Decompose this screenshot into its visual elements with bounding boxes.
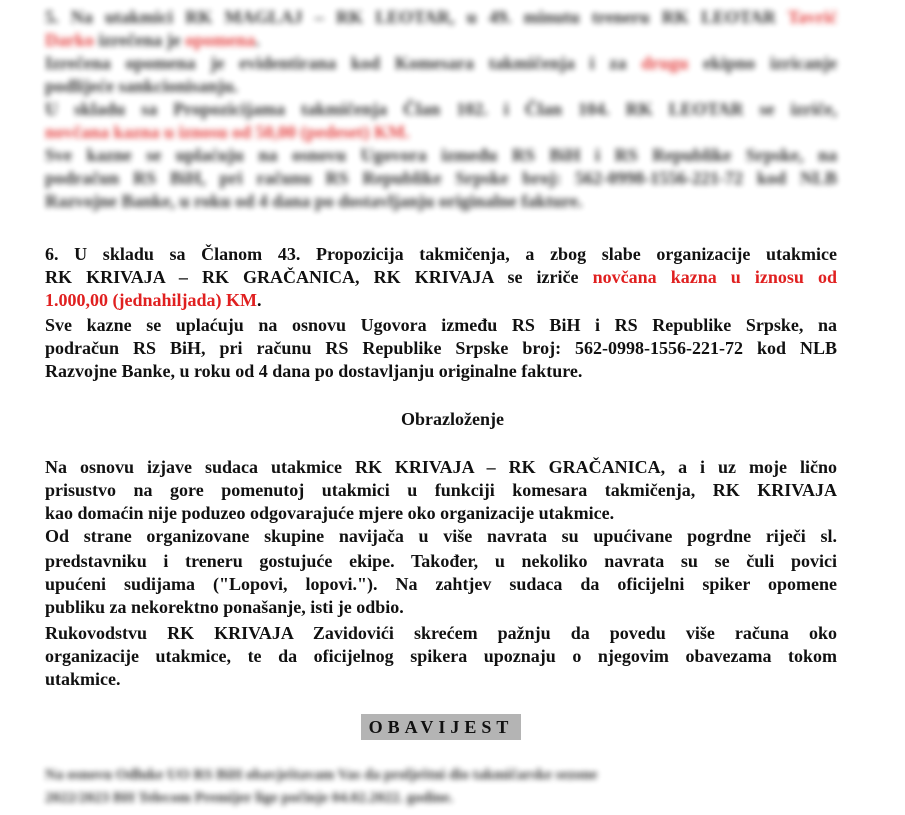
text-line: U skladu sa Propozicijama takmičenja Član 102. i Član 104. RK LEOTAR se izriče, <box>45 99 837 119</box>
text-line: organizacije utakmice, te da oficijelnog spikera upoznaju o njegovim obavezama tokom <box>45 646 837 666</box>
text-line: Izrečena opomena je evidentirana kod Komesara takmičenja i za drugu ekipno izricanje <box>45 53 837 73</box>
text-line: publiku za nekorektno ponašanje, isti je odbio. <box>45 597 404 617</box>
text-line: 6. U skladu sa Članom 43. Propozicija takmičenja, a zbog slabe organizacije utakmice <box>45 244 837 264</box>
text-line: Na osnovu izjave sudaca utakmice RK KRIVAJA – RK GRAČANICA, a i uz moje lično <box>45 457 837 477</box>
text-line: Rukovodstvu RK KRIVAJA Zavidovići skrećem pažnju da povedu više računa oko <box>45 623 837 643</box>
text-line: podračun RS BiH, pri računu RS Republike Srpske broj: 562-0998-1556-221-72 kod NLB <box>45 168 837 188</box>
text-line: podlijeće sankcionisanju. <box>45 76 239 96</box>
text-line: Darko izrečena je opomena. <box>45 30 260 50</box>
text-line: novčana kazna u iznosu od 50,00 (pedeset) KM. <box>45 122 410 142</box>
text-line: kao domaćin nije poduzeo odgovarajuće mjere oko organizacije utakmice. <box>45 503 615 523</box>
text-line: 2022/2023 BH Telecom Premijer lige počinje 04.02.2022. godine. <box>45 790 454 806</box>
text-line: predstavniku i treneru gostujuće ekipe. Također, u nekoliko navrata su se čuli povici <box>45 551 837 571</box>
text-line: Razvojne Banke, u roku od 4 dana po dostavljanju originalne fakture. <box>45 361 583 381</box>
text-line: prisustvo na gore pomenutoj utakmici u funkciji komesara takmičenja, RK KRIVAJA <box>45 480 837 500</box>
text-line: Razvojne Banke, u roku od 4 dana po dostavljanju originalne fakture. <box>45 191 583 211</box>
obavijest-heading: OBAVIJEST <box>361 714 521 740</box>
text-line: Sve kazne se uplaćuju na osnovu Ugovora između RS BiH i RS Republike Srpske, na <box>45 145 837 165</box>
text-line: 5. Na utakmici RK MAGLAJ – RK LEOTAR, u 49. minutu treneru RK LEOTAR Tavrić <box>45 7 837 27</box>
text-line: upućeni sudijama ("Lopovi, lopovi."). Na zahtjev sudaca da oficijelni spiker opomene <box>45 574 837 594</box>
obrazlozenje-heading: Obrazloženje <box>401 409 504 429</box>
text-line: podračun RS BiH, pri računu RS Republike Srpske broj: 562-0998-1556-221-72 kod NLB <box>45 338 837 358</box>
text-line: Na osnovu Odluke UO RS BiH obavještavam Vas da prolještni dio takmičarske sezone <box>45 767 598 783</box>
text-line: Od strane organizovane skupine navijača u više navrata su upućivane pogrdne riječi sl. <box>45 526 837 546</box>
text-line: 1.000,00 (jednahiljada) KM. <box>45 290 262 310</box>
text-line: RK KRIVAJA – RK GRAČANICA, RK KRIVAJA se izriče novčana kazna u iznosu od <box>45 267 837 287</box>
text-line: utakmice. <box>45 669 121 689</box>
text-line: Sve kazne se uplaćuju na osnovu Ugovora između RS BiH i RS Republike Srpske, na <box>45 315 837 335</box>
